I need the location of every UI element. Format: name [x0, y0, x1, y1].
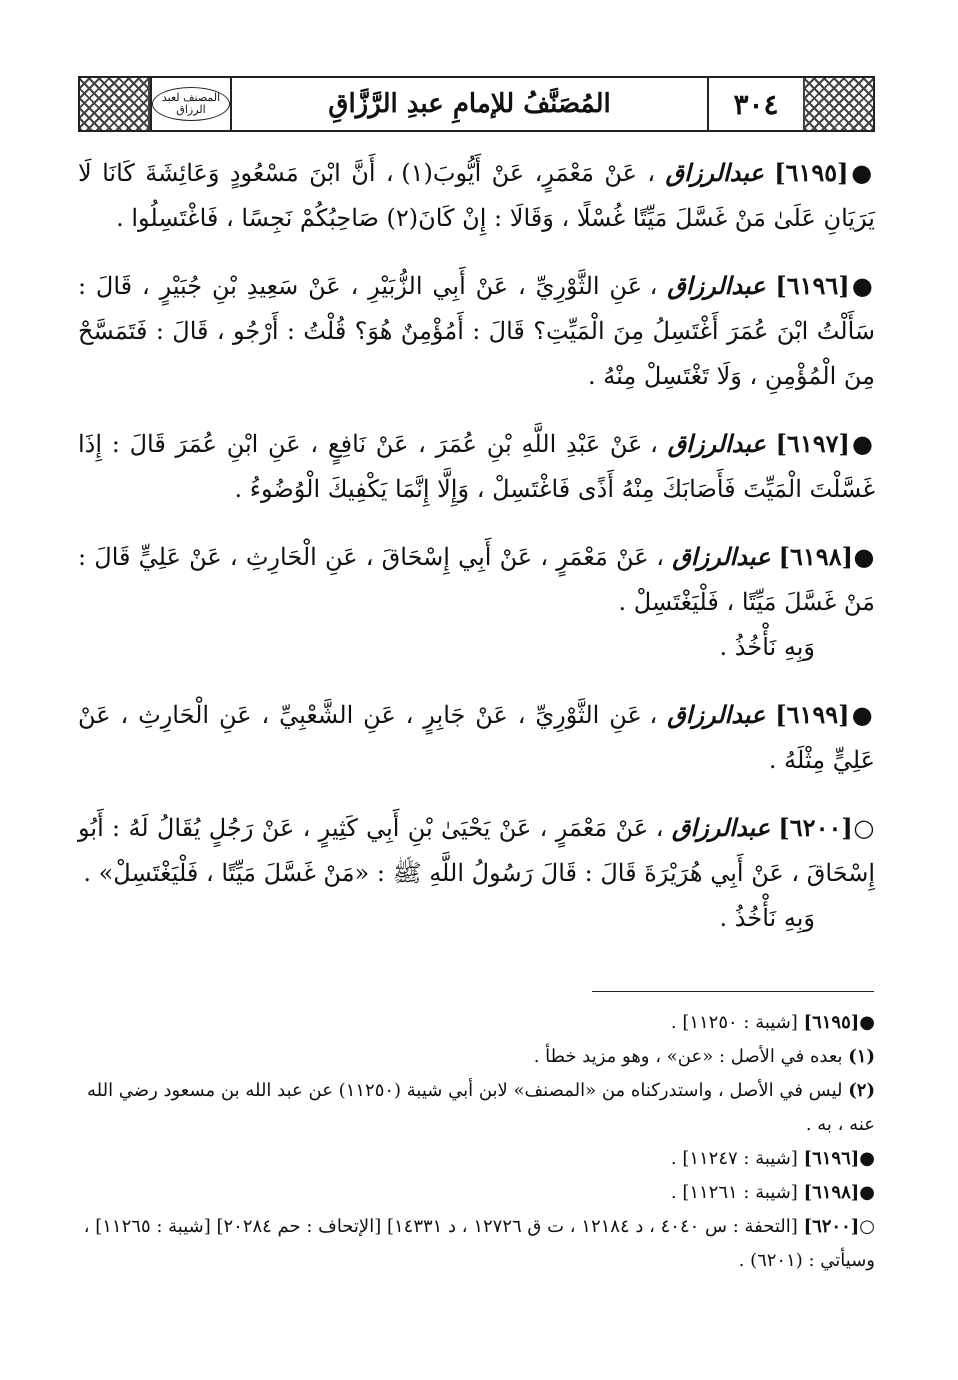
footnote-text: [شيبة : ١١٢٤٧] .	[670, 1148, 798, 1169]
hadith-note: وَبِهِ نَأْخُذُ .	[719, 633, 815, 661]
footnote	[78, 1142, 875, 1176]
hadith-narrator: عبدالرزاق	[667, 700, 766, 729]
footnote-text: بعده في الأصل : «عن» ، وهو مزيد خطأ .	[533, 1046, 843, 1067]
hadith-entry	[78, 150, 875, 241]
hadith-text: ، عَنْ مَعْمَرٍ ، عَنْ يَحْيَىٰ بْنِ أَبِي كَثِيرٍ ، عَنْ رَجُلٍ يُقَالُ لَهُ : أَبُو إِسْحَاقَ ، عَنْ أَبِي هُرَيْرَةَ قَالَ : قَالَ رَسُولُ اللَّهِ ﷺ : «مَنْ غَسَّلَ مَيِّتًا ، فَلْيَغْتَسِلْ» .	[78, 814, 875, 887]
footnote-number: (٢)	[848, 1080, 875, 1101]
hadith-entry	[78, 805, 875, 941]
main-text	[78, 150, 875, 963]
footnote-divider	[592, 991, 874, 992]
hadith-note: وَبِهِ نَأْخُذُ .	[719, 904, 815, 932]
footnote	[78, 1074, 875, 1142]
hadith-text: ، عَنِ الثَّوْرِيِّ ، عَنْ جَابِرٍ ، عَنِ الشَّعْبِيِّ ، عَنِ الْحَارِثِ ، عَنْ عَلِيٍّ مِثْلَهُ .	[78, 701, 875, 774]
hadith-number: ●[٦١٩٩]	[775, 700, 875, 729]
hadith-entry	[78, 692, 875, 783]
footnote	[78, 1176, 875, 1210]
hadith-text: ، عَنْ مَعْمَرٍ، عَنْ أَيُّوبَ(١) ، أَنَّ ابْنَ مَسْعُودٍ وَعَائِشَةَ كَانَا لَا يَرَيَانِ عَلَىٰ مَنْ غَسَّلَ مَيِّتًا غُسْلًا ، وَقَالَا : إِنْ كَانَ(٢) صَاحِبُكُمْ نَجِسًا ، فَاغْتَسِلُوا .	[78, 159, 875, 232]
hadith-number: ●[٦١٩٨]	[778, 542, 875, 571]
footnotes	[78, 1006, 875, 1278]
footnote	[78, 1006, 875, 1040]
footnote-text: [التحفة : س ٤٠٤٠ ، د ١٢١٨٤ ، ت ق ١٢٧٢٦ ، د ١٤٣٣١] [الإتحاف : حم ٢٠٢٨٤] [شيبة : ١١٢٦٥] ، وسيأتي : (٦٢٠١) .	[83, 1216, 875, 1271]
hadith-number: ●[٦١٩٧]	[775, 429, 875, 458]
hadith-entry	[78, 263, 875, 399]
hadith-text: ، عَنْ مَعْمَرٍ ، عَنْ أَبِي إِسْحَاقَ ، عَنِ الْحَارِثِ ، عَنْ عَلِيٍّ قَالَ : مَنْ غَسَّلَ مَيِّتًا ، فَلْيَغْتَسِلْ .	[78, 543, 875, 616]
hadith-narrator: عبدالرزاق	[667, 271, 766, 300]
title-badge	[150, 78, 230, 130]
hadith-narrator: عبدالرزاق	[665, 158, 764, 187]
hadith-text: ، عَنْ عَبْدِ اللَّهِ بْنِ عُمَرَ ، عَنْ نَافِعٍ ، عَنِ ابْنِ عُمَرَ قَالَ : إِذَا غَسَّلْتَ الْمَيِّتَ فَأَصَابَكَ مِنْهُ أَذًى فَاغْتَسِلْ ، وَإِلَّا إِنَّمَا يَكْفِيكَ الْوُضُوءُ .	[78, 430, 875, 503]
footnote-text: [شيبة : ١١٢٥٠] .	[670, 1012, 798, 1033]
title-badge-text: المصنف لعبد الرزاق	[152, 87, 230, 121]
ornament-right	[803, 78, 873, 130]
page-header	[78, 76, 875, 132]
page-number: ٣٠٤	[707, 78, 803, 130]
hadith-entry	[78, 421, 875, 512]
footnote	[78, 1210, 875, 1278]
footnote-number: ●[٦١٩٨]	[803, 1182, 875, 1203]
hadith-text: ، عَنِ الثَّوْرِيِّ ، عَنْ أَبِي الزُّبَيْرِ ، عَنْ سَعِيدِ بْنِ جُبَيْرٍ ، قَالَ : سَأَلْتُ ابْنَ عُمَرَ أَغْتَسِلُ مِنَ الْمَيِّتِ؟ قَالَ : أَمُؤْمِنٌ هُوَ؟ قُلْتُ : أَرْجُو ، قَالَ : فَتَمَسَّحْ مِنَ الْمُؤْمِنِ ، وَلَا تَغْتَسِلْ مِنْهُ .	[78, 272, 875, 390]
footnote-number: ●[٦١٩٦]	[803, 1148, 875, 1169]
hadith-number: ○[٦٢٠٠]	[778, 813, 875, 842]
footnote-number: (١)	[848, 1046, 875, 1067]
hadith-number: ●[٦١٩٥]	[774, 158, 875, 187]
hadith-narrator: عبدالرزاق	[672, 542, 771, 571]
footnote-number: ●[٦١٩٥]	[803, 1012, 875, 1033]
hadith-number: ●[٦١٩٦]	[775, 271, 875, 300]
footnote	[78, 1040, 875, 1074]
hadith-narrator: عبدالرزاق	[667, 429, 766, 458]
running-title: المُصَنَّفُ للإمامِ عبدِ الرَّزَّاقِ	[230, 78, 707, 130]
ornament-left	[80, 78, 150, 130]
footnote-text: [شيبة : ١١٢٦١] .	[670, 1182, 798, 1203]
footnote-text: ليس في الأصل ، واستدركناه من «المصنف» لابن أبي شيبة (١١٢٥٠) عن عبد الله بن مسعود رضي الله عنه ، به .	[86, 1080, 875, 1135]
footnote-number: ○[٦٢٠٠]	[803, 1216, 875, 1237]
hadith-narrator: عبدالرزاق	[671, 813, 771, 842]
hadith-entry	[78, 534, 875, 670]
